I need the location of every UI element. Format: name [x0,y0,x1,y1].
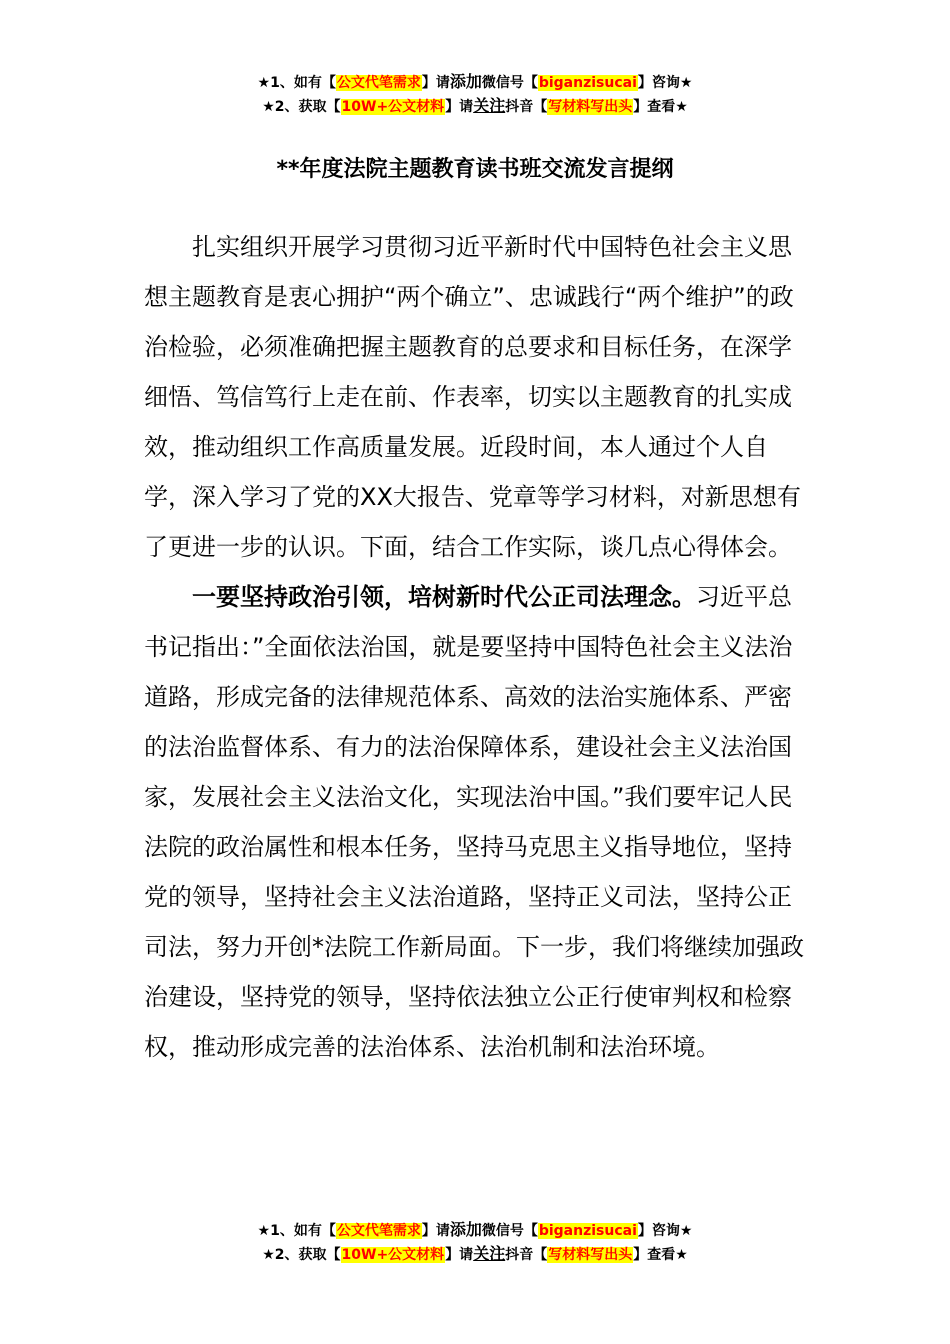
banner-line1-suffix: 】咨询★ [637,75,693,91]
document-body [144,222,806,1072]
banner-line1-highlight-wechat: biganzisucai [538,75,637,91]
footer-line1-highlight-service: 公文代笔需求 [336,1223,421,1239]
footer-line1-mid1: 】请 [421,1223,450,1239]
paragraph-point-one-lead: 一要坚持政治引领，培树新时代公正司法理念。 [192,583,696,611]
banner-line-1 [0,70,950,94]
banner-line-2 [0,94,950,118]
banner-line1-mid2: 微信号【 [481,75,538,91]
footer-line1-prefix: ★1、如有【 [257,1223,336,1239]
banner-line1-bold-word: 添加 [449,72,482,91]
paragraph-intro: 扎实组织开展学习贯彻习近平新时代中国特色社会主义思想主题教育是衷心拥护“两个确立”、忠诚践行“两个维护”的政治检验，必须准确把握主题教育的总要求和目标任务，在深学细悟、笃信笃行上走在前、作表率，切实以主题教育的扎实成效，推动组织工作高质量发展。近段时间，本人通过个人自学，深入学习了党的XX大报告、党章等学习材料，对新思想有了更进一步的认识。下面，结合工作实际，谈几点心得体会。 [144,233,801,561]
footer-banner [0,1218,950,1266]
banner-line2-highlight-materials: 10W+公文材料 [341,99,445,115]
footer-line2-mid1: 】请 [445,1247,474,1263]
footer-banner-line-2 [0,1242,950,1266]
footer-line1-highlight-wechat: biganzisucai [538,1223,637,1239]
banner-line2-highlight-douyin: 写材料写出头 [548,99,633,115]
footer-line2-mid2: 抖音【 [505,1247,548,1263]
footer-banner-line-1 [0,1218,950,1242]
header-banner [0,70,950,118]
banner-line2-mid2: 抖音【 [505,99,548,115]
banner-line2-bold-word: 关注 [473,96,506,115]
footer-line2-prefix: ★2、获取【 [262,1247,341,1263]
footer-line2-bold-word: 关注 [473,1244,506,1263]
footer-line2-highlight-materials: 10W+公文材料 [341,1247,445,1263]
banner-line2-prefix: ★2、获取【 [262,99,341,115]
banner-line2-suffix: 】查看★ [633,99,688,115]
banner-line1-mid1: 】请 [421,75,450,91]
banner-line1-highlight-service: 公文代笔需求 [336,75,421,91]
footer-line1-suffix: 】咨询★ [637,1223,693,1239]
footer-line1-mid2: 微信号【 [481,1223,538,1239]
banner-line1-prefix: ★1、如有【 [257,75,336,91]
footer-line1-bold-word: 添加 [449,1220,482,1239]
document-title: **年度法院主题教育读书班交流发言提纲 [276,157,674,182]
paragraph-point-one-body: 习近平总书记指出：”全面依法治国，就是要坚持中国特色社会主义法治道路，形成完备的法律规范体系、高效的法治实施体系、严密的法治监督体系、有力的法治保障体系，建设社会主义法治国家，发展社会主义法治文化，实现法治中国。”我们要牢记人民法院的政治属性和根本任务，坚持马克思主义指导地位，坚持党的领导，坚持社会主义法治道路，坚持正义司法，坚持公正司法，努力开创*法院工作新局面。下一步，我们将继续加强政治建设，坚持党的领导，坚持依法独立公正行使审判权和检察权，推动形成完善的法治体系、法治机制和法治环境。 [144,583,804,1061]
banner-line2-mid1: 】请 [445,99,474,115]
paragraph-point-one [144,572,806,1072]
footer-line2-suffix: 】查看★ [633,1247,688,1263]
footer-line2-highlight-douyin: 写材料写出头 [548,1247,633,1263]
